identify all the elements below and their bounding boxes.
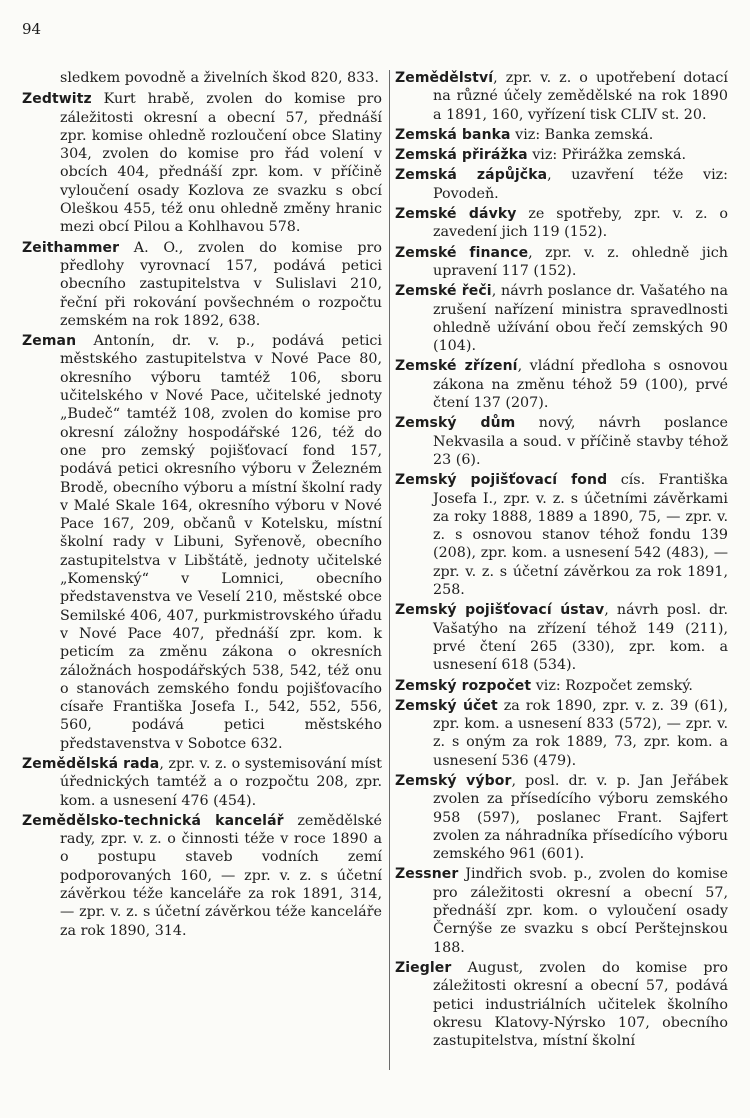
- index-entry: [395, 69, 728, 124]
- entry-text: August, zvolen do komise pro záležitosti okresní a obecní 57, podává petici industriálních učitelek školního okresu Klatovy-Nýrsko 107, obecního zastupitelstva, místní školní: [433, 959, 728, 1050]
- index-entry: [22, 69, 382, 87]
- index-entry: [395, 146, 728, 164]
- index-entry: [22, 812, 382, 940]
- index-entry: [22, 90, 382, 236]
- entry-text: , vládní předloha s osnovou zákona na změnu téhož 59 (100), prvé čtení 137 (207).: [433, 358, 728, 412]
- entry-text: ze spotřeby, zpr. v. z. o zavedení jich 119 (152).: [433, 206, 728, 241]
- entry-keyword: Zemské řeči: [395, 283, 492, 300]
- index-entry: [395, 471, 728, 599]
- index-entry: [395, 414, 728, 469]
- column-divider: [389, 70, 390, 1070]
- entry-text: , zpr. v. z. o upotřebení dotací na různé účely zemědělské na rok 1890 a 1891, 160, vyřízení tisk CLIV st. 20.: [433, 70, 728, 123]
- entry-text: zemědělské rady, zpr. v. z. o činnosti téže v roce 1890 a o postupu staveb vodních zemí podporovaných 160, — zpr. v. z. s účetní závěrkou téže kanceláře za rok 1891, 314, — zpr. v. z. s účetní závěrkou téže kanceláře za rok 1890, 314.: [60, 812, 382, 939]
- entry-text: viz: Rozpočet zemský.: [531, 677, 693, 694]
- entry-keyword: Zemské finance: [395, 244, 529, 261]
- index-entry: [22, 755, 382, 810]
- entry-keyword: Zessner: [395, 866, 459, 883]
- entry-keyword: Zemská přirážka: [395, 147, 528, 164]
- entry-text: , zpr. v. z. o systemisování míst úřednických tamtéž a o rozpočtu 208, zpr. kom. a usnesení 476 (454).: [60, 755, 382, 809]
- index-entry: [395, 601, 728, 674]
- entry-text: Jindřich svob. p., zvolen do komise pro záležitosti okresní a obecní 57, přednáší zpr. kom. o vyloučení osady Černýše ze svazku s obcí Perštejnskou 188.: [433, 866, 728, 956]
- index-entry: [22, 239, 382, 330]
- entry-text: , posl. dr. v. p. Jan Jeřábek zvolen za přísedícího výboru zemského 958 (597), poslanec Frant. Sajfert zvolen za náhradníka přísedícího výboru zemského 961 (601).: [433, 772, 728, 863]
- index-entry: [395, 357, 728, 412]
- index-entry: [395, 126, 728, 144]
- entry-text: viz: Přirážka zemská.: [527, 147, 687, 164]
- entry-keyword: Zemské zřízení: [395, 358, 518, 375]
- entry-keyword: Zemský rozpočet: [395, 677, 532, 694]
- entry-keyword: Ziegler: [395, 959, 452, 976]
- entry-text: Antonín, dr. v. p., podává petici městského zastupitelstva v Nové Pace 80, okresního výboru tamtéž 106, sboru učitelského v Nové Pace, učitelské jednoty „Budeč“ tamtéž 108, zvolen do komise pro okresní záložny hospodářské 126, též do one pro zemský pojišťovací fond 157, podává petici okresního výboru v Železném Brodě, obecního výboru a místní školní rady v Malé Skale 164, okresního výboru v Nové Pace 167, 209, občanů v Kotelsku, místní školní rady v Libuni, Syřenově, obecního zastupitelstva v Libštátě, jednoty učitelské „Komenský“ v Lomnici, obecního představenstva ve Veselí 210, městské obce Semilské 406, 407, purkmistrovského úřadu v Nové Pace 407, přednáší zpr. kom. k peticím za změnu zákona o okresních záložnách hospodářských 538, 542, též onu o stanovách zemského fondu pojišťovacího císaře Františka Josefa I., 542, 552, 556, 560, podává petici městského představenstva v Sobotce 632.: [60, 333, 382, 752]
- entry-keyword: Zemský pojišťovací ústav: [395, 602, 605, 619]
- index-entry: [395, 959, 728, 1050]
- index-entry: [395, 697, 728, 770]
- index-entry: [395, 677, 728, 695]
- entry-text: , návrh posl. dr. Vašatýho na zřízení téhož 149 (211), prvé čtení 265 (330), zpr. kom. a usnesení 618 (534).: [433, 602, 728, 674]
- entry-text: sledkem povodně a živelních škod 820, 833.: [60, 70, 379, 86]
- index-entry: [395, 244, 728, 281]
- right-column: [395, 69, 728, 1052]
- index-entry: [395, 865, 728, 956]
- entry-text: viz: Banka zemská.: [510, 126, 654, 143]
- entry-keyword: Zemědělská rada: [22, 755, 160, 772]
- entry-text: , návrh poslance dr. Vašatého na zrušení nařízení ministra spravedlnosti ohledně užívání obou řečí zemských 90 (104).: [433, 283, 728, 355]
- entry-keyword: Zemská banka: [395, 126, 511, 143]
- entry-text: A. O., zvolen do komise pro předlohy vyrovnací 157, podává petici obecního zastupitelstva v Sulislavi 210, řeční při rokování povšechném o rozpočtu zemském na rok 1892, 638.: [60, 239, 382, 329]
- entry-text: nový, návrh poslance Nekvasila a soud. v příčině stavby téhož 23 (6).: [433, 415, 728, 468]
- entry-text: cís. Františka Josefa I., zpr. v. z. s účetními závěrkami za roky 1888, 1889 a 1890, 75, — zpr. v. z. s osnovou stanov téhož fondu 139 (208), zpr. kom. a usnesení 542 (483), — zpr. v. z. s účetní závěrkou za rok 1891, 258.: [433, 472, 728, 599]
- entry-keyword: Zeithammer: [22, 239, 120, 256]
- index-entry: [395, 282, 728, 355]
- index-entry: [395, 772, 728, 863]
- left-column: [22, 69, 382, 942]
- entry-keyword: Zemědělství: [395, 70, 494, 86]
- entry-keyword: Zemský účet: [395, 697, 498, 714]
- entry-text: za rok 1890, zpr. v. z. 39 (61), zpr. kom. a usnesení 833 (572), — zpr. v. z. s oným za rok 1889, 73, zpr. kom. a usnesení 536 (479).: [433, 697, 728, 769]
- entry-keyword: Zedtwitz: [22, 91, 92, 108]
- entry-keyword: Zemědělsko-technická kancelář: [22, 812, 284, 829]
- entry-keyword: Zemský dům: [395, 415, 516, 432]
- entry-text: , zpr. v. z. ohledně jich upravení 117 (152).: [433, 244, 728, 279]
- index-entry: [22, 332, 382, 753]
- index-entry: [395, 166, 728, 203]
- entry-keyword: Zemský pojišťovací fond: [395, 472, 608, 489]
- entry-keyword: Zemská zápůjčka: [395, 167, 548, 184]
- index-entry: [395, 205, 728, 242]
- entry-keyword: Zemský výbor: [395, 772, 512, 789]
- page-number: 94: [22, 20, 42, 38]
- entry-keyword: Zeman: [22, 333, 77, 350]
- entry-text: , uzavření téže viz: Povodeň.: [433, 167, 728, 202]
- entry-keyword: Zemské dávky: [395, 206, 517, 223]
- entry-text: Kurt hrabě, zvolen do komise pro záležitosti okresní a obecní 57, přednáší zpr. komise ohledně rozloučení obce Slatiny 304, zvolen do komise pro řád volení v obcích 404, přednáší zpr. kom. v příčině vyloučení osady Kozlova ze svazku s obcí Oleškou 455, též onu ohledně změny hranic mezi obcí Pilou a Kohlhavou 578.: [60, 91, 382, 236]
